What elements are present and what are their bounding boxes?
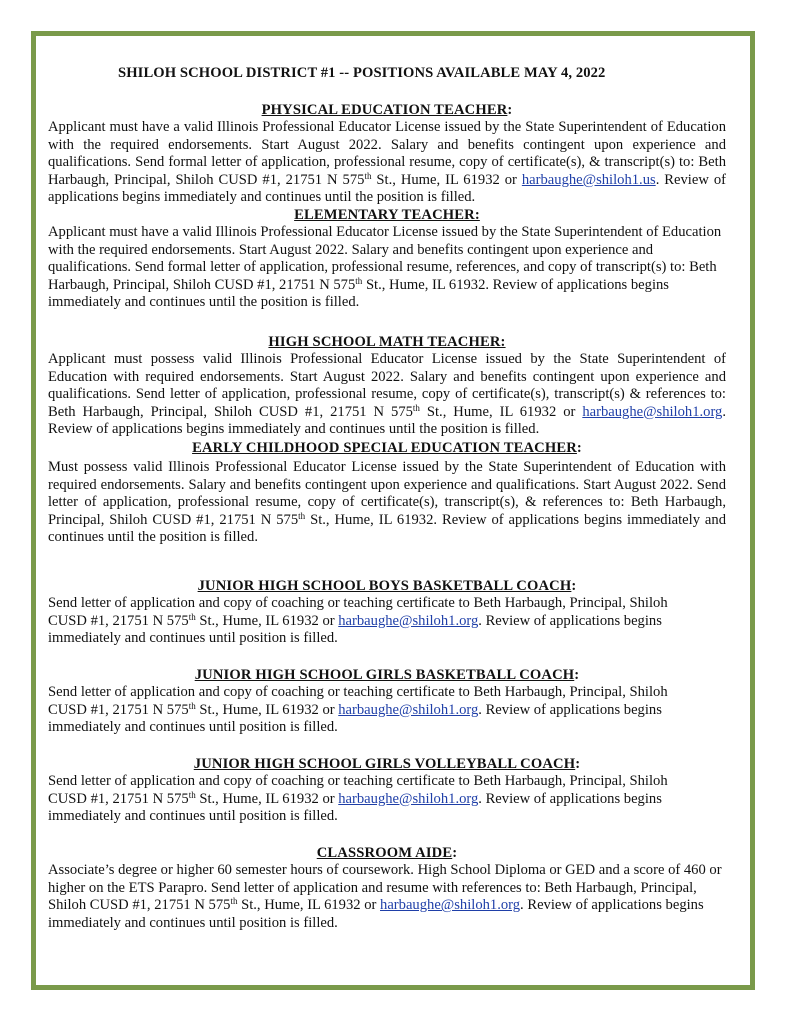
section-body: Send letter of application and copy of coaching or teaching certificate to Beth Harbaugh, Principal, Shiloh CUSD #1, 21751 N 575th St., Hume, IL 61932 or harbaughe@shiloh1.org. Review of applications begins immediately and continues until position is filled. [48, 595, 668, 647]
page-border [31, 31, 755, 990]
section-heading: EARLY CHILDHOOD SPECIAL EDUCATION TEACHER: [192, 440, 582, 456]
section-girls-volleyball-coach [48, 756, 726, 826]
document-title: SHILOH SCHOOL DISTRICT #1 -- POSITIONS AVAILABLE MAY 4, 2022 [118, 65, 606, 81]
section-boys-basketball-coach [48, 578, 726, 648]
section-heading: JUNIOR HIGH SCHOOL BOYS BASKETBALL COACH: [197, 578, 577, 594]
email-link[interactable]: harbaughe@shiloh1.org [338, 612, 479, 629]
section-girls-basketball-coach [48, 667, 726, 737]
email-link[interactable]: harbaughe@shiloh1.org [338, 701, 479, 718]
email-link[interactable]: harbaughe@shiloh1.us [521, 171, 656, 188]
section-body: Applicant must possess valid Illinois Professional Educator License issued by the State Superintendent of Education with required endorsements. Start August 2022. Salary and benefits contingent upon experience and qualifications. Send letter of application, professional resume, copy of certificate(s), transcript(s) & references to: Beth Harbaugh, Principal, Shiloh CUSD #1, 21751 N 575th St., Hume, IL 61932 or harbaughe@shiloh1.org. Review of applications begins immediately and continues until the position is filled. [48, 351, 726, 438]
section-body: Send letter of application and copy of coaching or teaching certificate to Beth Harbaugh, Principal, Shiloh CUSD #1, 21751 N 575th St., Hume, IL 61932 or harbaughe@shiloh1.org. Review of applications begins immediately and continues until position is filled. [48, 684, 668, 736]
section-high-school-math-teacher [48, 334, 726, 438]
section-heading: CLASSROOM AIDE: [316, 845, 458, 861]
section-body: Applicant must have a valid Illinois Professional Educator License issued by the State Superintendent of Education with the required endorsements. Start August 2022. Salary and benefits contingent upon experience and qualifications. Send formal letter of application, professional resume, copy of certificate(s), & transcript(s) to: Beth Harbaugh, Principal, Shiloh CUSD #1, 21751 N 575th St., Hume, IL 61932 or harbaughe@shiloh1.us. Review of applications begins immediately and continues until the position is filled. [48, 119, 726, 206]
section-body: Must possess valid Illinois Professional Educator License issued by the State Superintendent of Education with required endorsements. Salary and benefits contingent upon experience and qualifications. Start August 2022. Send letter of application, professional resume, copy of certificate(s), transcript(s), & references to: Beth Harbaugh, Principal, Shiloh CUSD #1, 21751 N 575th St., Hume, IL 61932. Review of applications begins immediately and continues until the position is filled. [48, 459, 726, 546]
section-heading: PHYSICAL EDUCATION TEACHER: [261, 102, 513, 118]
section-heading: ELEMENTARY TEACHER: [294, 207, 480, 223]
section-heading: HIGH SCHOOL MATH TEACHER: [268, 334, 506, 350]
email-link[interactable]: harbaughe@shiloh1.org [380, 897, 521, 914]
section-body: Associate’s degree or higher 60 semester hours of coursework. High School Diploma or GED and a score of 460 or higher on the ETS Parapro. Send letter of application and resume with references to: Beth Harbaugh, Principal, Shiloh CUSD #1, 21751 N 575th St., Hume, IL 61932 or harbaughe@shiloh1.org. Review of applications begins immediately and continues until position is filled. [48, 862, 722, 931]
email-link[interactable]: harbaughe@shiloh1.org [582, 403, 723, 420]
section-elementary-teacher [48, 207, 726, 311]
section-early-childhood-special-education-teacher [48, 440, 726, 546]
email-link[interactable]: harbaughe@shiloh1.org [338, 790, 479, 807]
section-physical-education-teacher [48, 102, 726, 206]
section-heading: JUNIOR HIGH SCHOOL GIRLS VOLLEYBALL COACH: [193, 756, 581, 772]
section-heading: JUNIOR HIGH SCHOOL GIRLS BASKETBALL COACH: [194, 667, 580, 683]
section-classroom-aide [48, 845, 726, 932]
document-body [48, 36, 726, 985]
section-body: Applicant must have a valid Illinois Professional Educator License issued by the State Superintendent of Education with the required endorsements. Start August 2022. Salary and benefits contingent upon experience and qualifications. Send formal letter of application, professional resume, references, and copy of transcript(s) to: Beth Harbaugh, Principal, Shiloh CUSD #1, 21751 N 575th St., Hume, IL 61932. Review of applications begins immediately and continues until the position is filled. [48, 224, 722, 311]
section-body: Send letter of application and copy of coaching or teaching certificate to Beth Harbaugh, Principal, Shiloh CUSD #1, 21751 N 575th St., Hume, IL 61932 or harbaughe@shiloh1.org. Review of applications begins immediately and continues until position is filled. [48, 773, 668, 825]
